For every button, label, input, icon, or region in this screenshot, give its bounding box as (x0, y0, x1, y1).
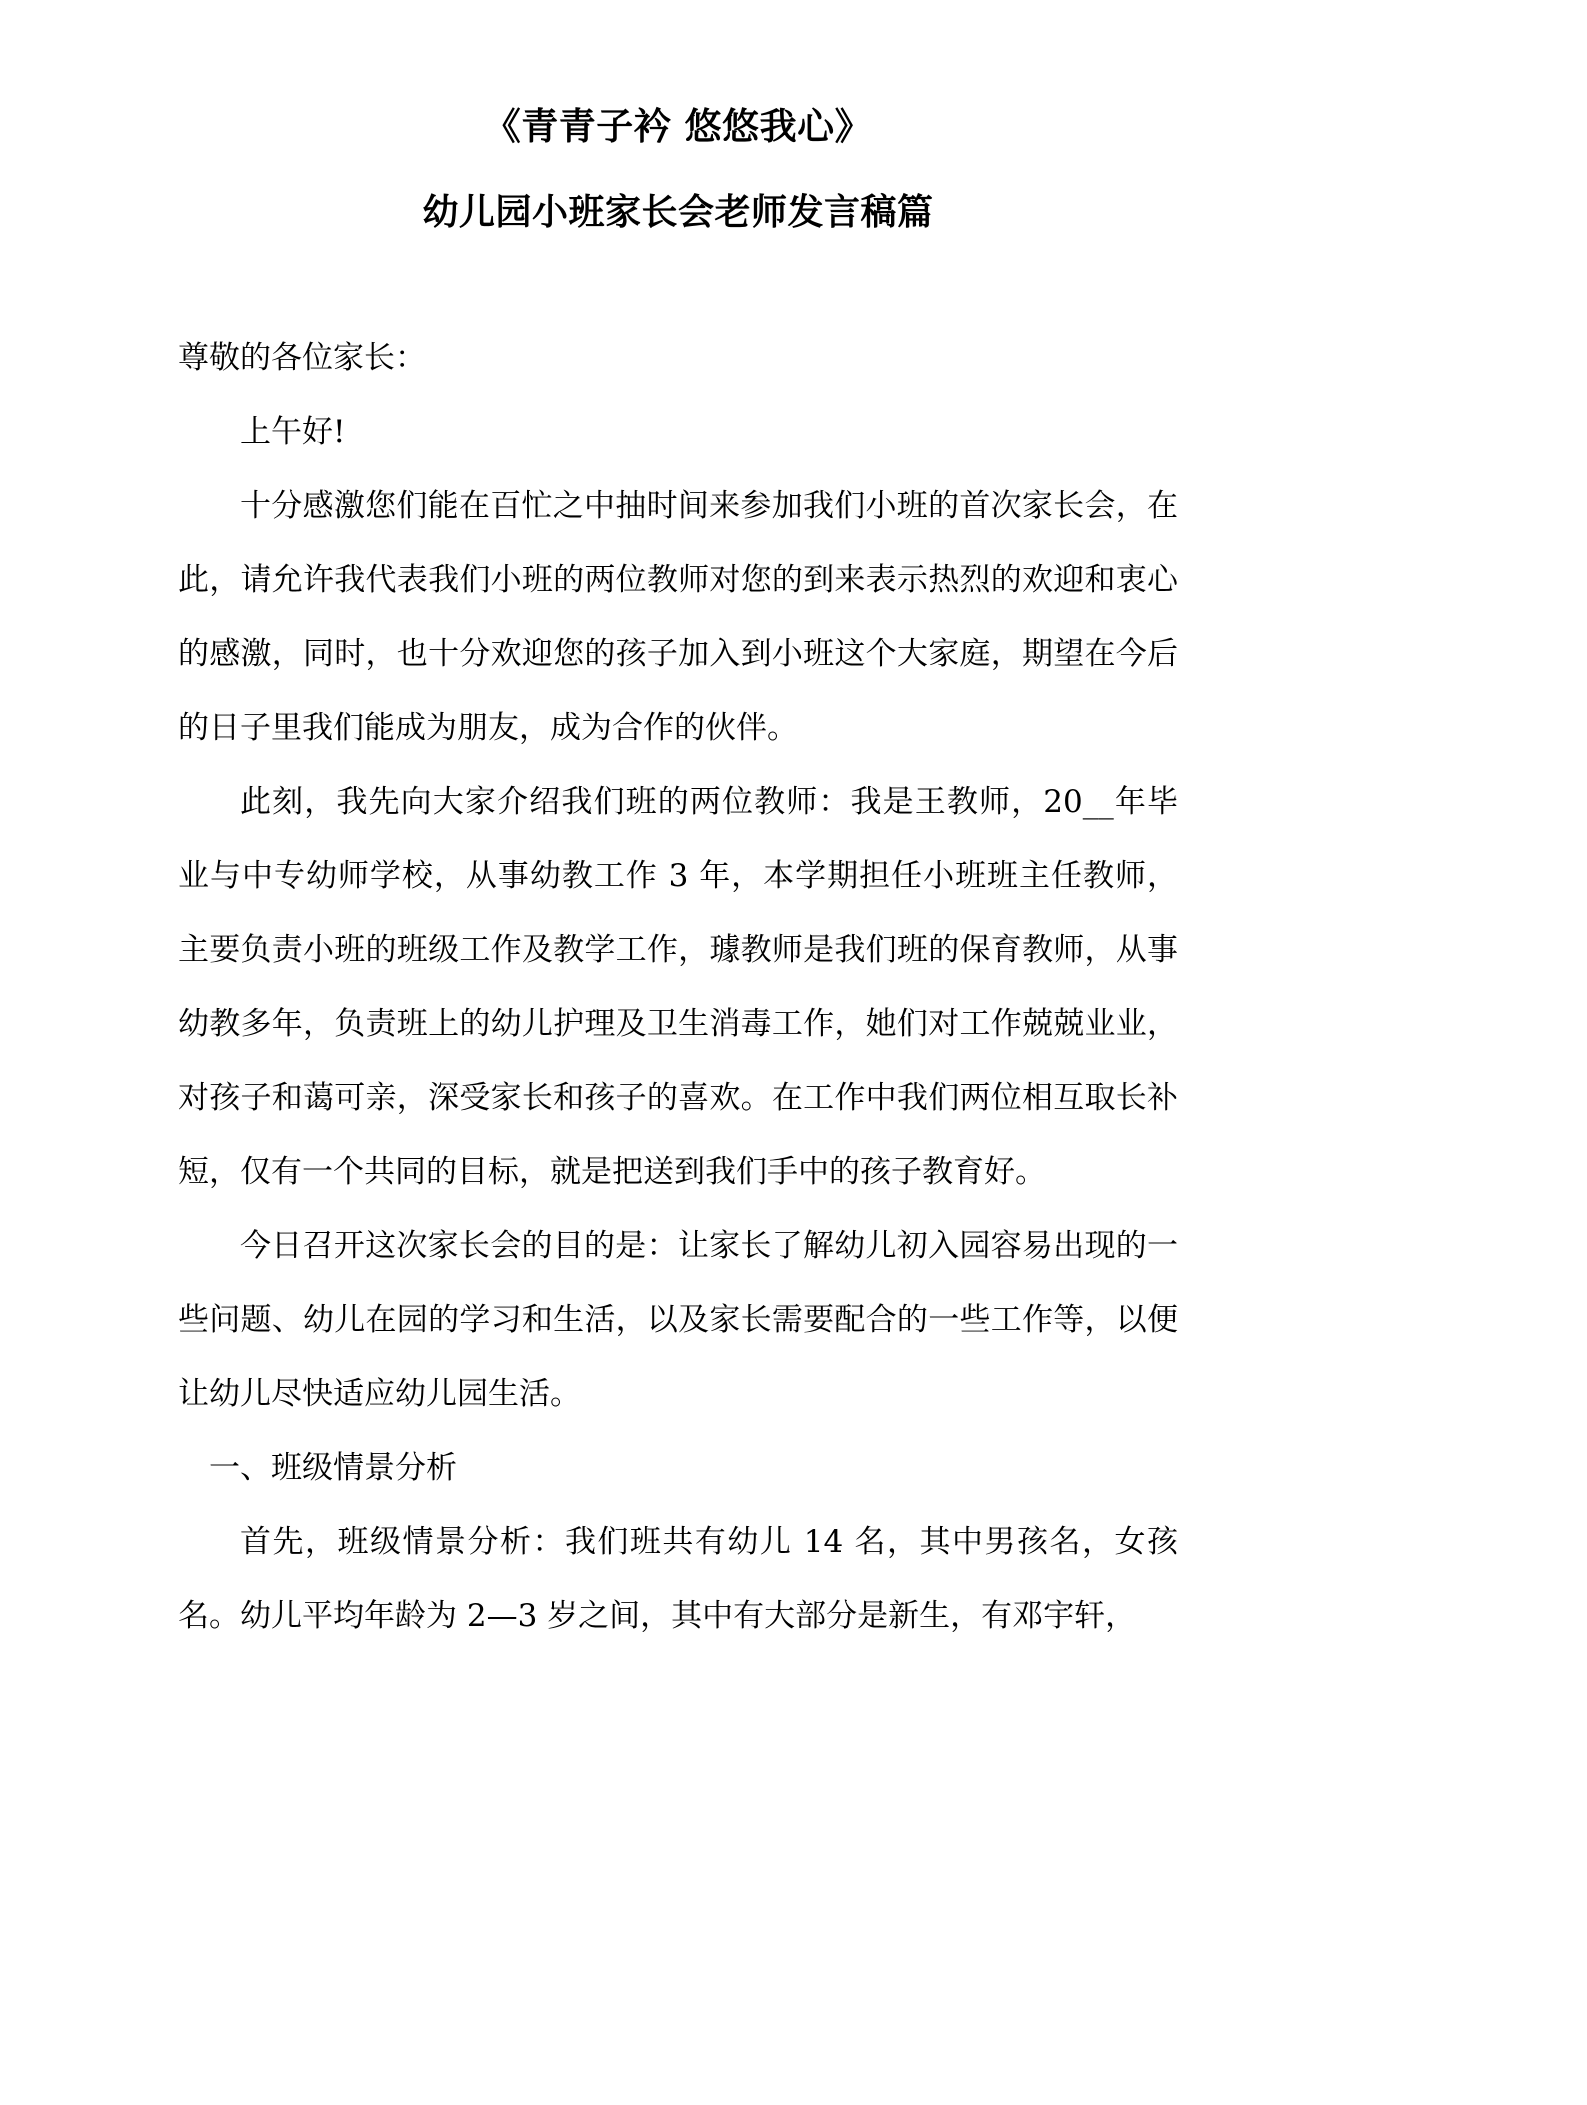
document-subtitle: 幼儿园小班家长会老师发言稿篇 (422, 192, 934, 233)
greeting-line: 上午好! (240, 414, 346, 450)
body-paragraph-meeting-purpose: 今日召开这次家长会的目的是：让家长了解幼儿初入园容易出现的一些问题、幼儿在园的学习和生活，以及家长需要配合的一些工作等，以便让幼儿尽快适应幼儿园生活。 (178, 1228, 1178, 1412)
title-block (178, 0, 1178, 231)
document-title: 《青青子衿 悠悠我心》 (483, 105, 873, 148)
body-paragraph-teacher-introduction: 此刻，我先向大家介绍我们班的两位教师：我是王教师，20__年毕业与中专幼师学校，从事幼教工作 3 年，本学期担任小班班主任教师，主要负责小班的班级工作及教学工作，璩教师是我们班的保育教师，从事幼教多年，负责班上的幼儿护理及卫生消毒工作，她们对工作兢兢业业，对孩子和蔼可亲，深受家长和孩子的喜欢。在工作中我们两位相互取长补短，仅有一个共同的目标，就是把送到我们手中的孩子教育好。 (178, 784, 1178, 1190)
section-paragraph-class-analysis: 首先，班级情景分析：我们班共有幼儿 14 名，其中男孩名，女孩名。幼儿平均年龄为 2—3 岁之间，其中有大部分是新生，有邓宇轩， (178, 1524, 1178, 1634)
document-content (178, 0, 1178, 1653)
body-paragraph-welcome: 十分感激您们能在百忙之中抽时间来参加我们小班的首次家长会，在此，请允许我代表我们小班的两位教师对您的到来表示热烈的欢迎和衷心的感激，同时，也十分欢迎您的孩子加入到小班这个大家庭，期望在今后的日子里我们能成为朋友，成为合作的伙伴。 (178, 488, 1178, 746)
section-heading-class-analysis: 一、班级情景分析 (209, 1450, 457, 1486)
document-body (178, 231, 1178, 1653)
salutation-line: 尊敬的各位家长： (178, 340, 426, 376)
